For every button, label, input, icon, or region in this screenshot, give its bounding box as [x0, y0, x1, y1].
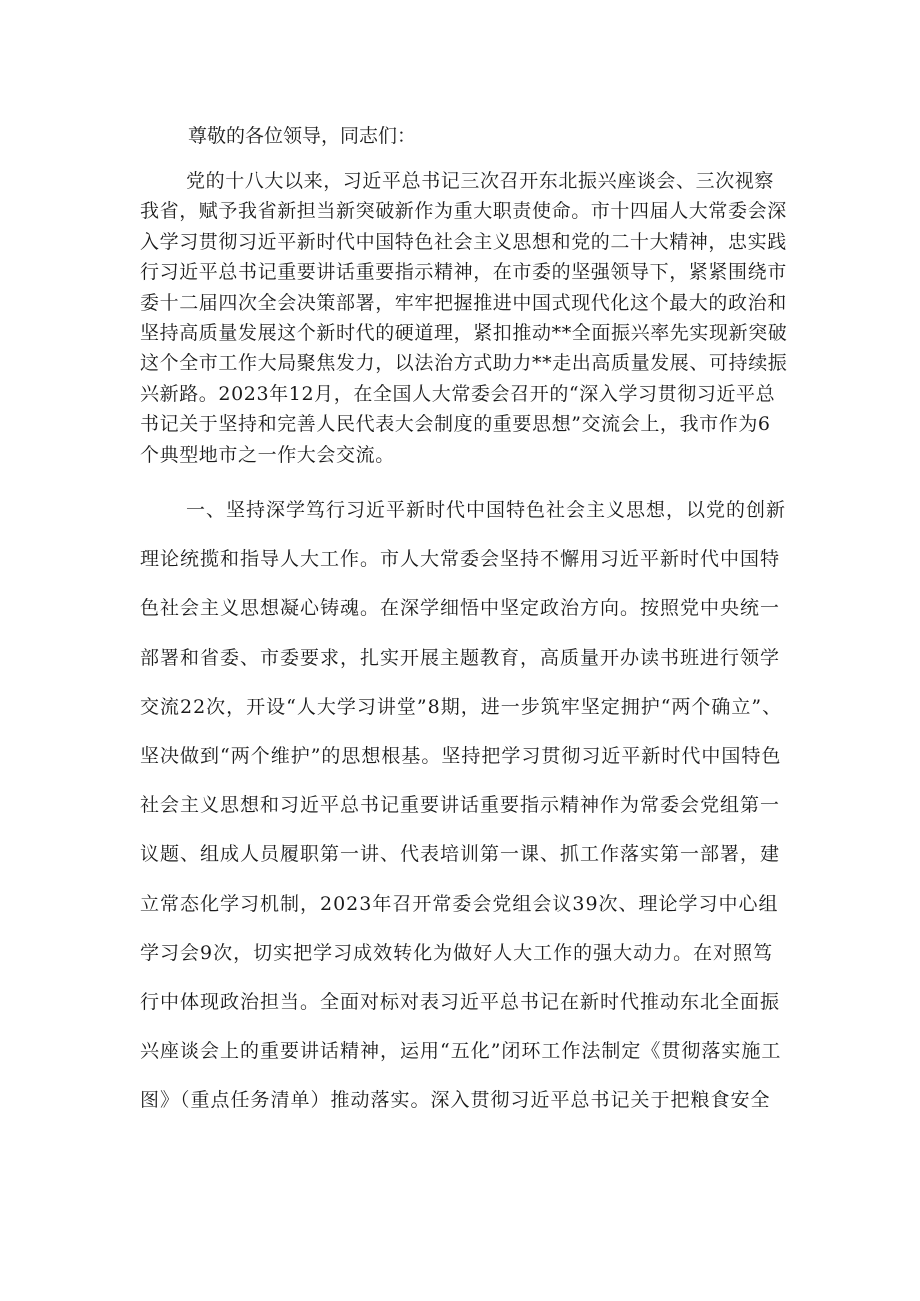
salutation: 尊敬的各位领导，同志们：	[188, 125, 417, 147]
section-one-paragraph: 一、坚持深学笃行习近平新时代中国特色社会主义思想，以党的创新理论统揽和指导人大工作。市人大常委会坚持不懈用习近平新时代中国特色社会主义思想凝心铸魂。在深学细悟中坚定政治方向。按照党中央统一部署和省委、市委要求，扎实开展主题教育，高质量开办读书班进行领学交流22次，开设“人大学习讲堂”8期，进一步筑牢坚定拥护“两个确立”、坚决做到“两个维护”的思想根基。坚持把学习贯彻习近平新时代中国特色社会主义思想和习近平总书记重要讲话重要指示精神作为常委会党组第一议题、组成人员履职第一讲、代表培训第一课、抓工作落实第一部署，建立常态化学习机制，2023年召开常委会党组会议39次、理论学习中心组学习会9次，切实把学习成效转化为做好人大工作的强大动力。在对照笃行中体现政治担当。全面对标对表习近平总书记在新时代推动东北全面振兴座谈会上的重要讲话精神，运用“五化”闭环工作法制定《贯彻落实施工图》（重点任务清单）推动落实。深入贯彻习近平总书记关于把粮食安全	[140, 499, 787, 1112]
intro-paragraph: 党的十八大以来，习近平总书记三次召开东北振兴座谈会、三次视察我省，赋予我省新担当新突破新作为重大职责使命。市十四届人大常委会深入学习贯彻习近平新时代中国特色社会主义思想和党的二十大精神，忠实践行习近平总书记重要讲话重要指示精神，在市委的坚强领导下，紧紧围绕市委十二届四次全会决策部署，牢牢把握推进中国式现代化这个最大的政治和坚持高质量发展这个新时代的硬道理，紧扣推动**全面振兴率先实现新突破这个全市工作大局聚焦发力，以法治方式助力**走出高质量发展、可持续振兴新路。2023年12月，在全国人大常委会召开的“深入学习贯彻习近平总书记关于坚持和完善人民代表大会制度的重要思想”交流会上，我市作为6个典型地市之一作大会交流。	[140, 170, 788, 466]
